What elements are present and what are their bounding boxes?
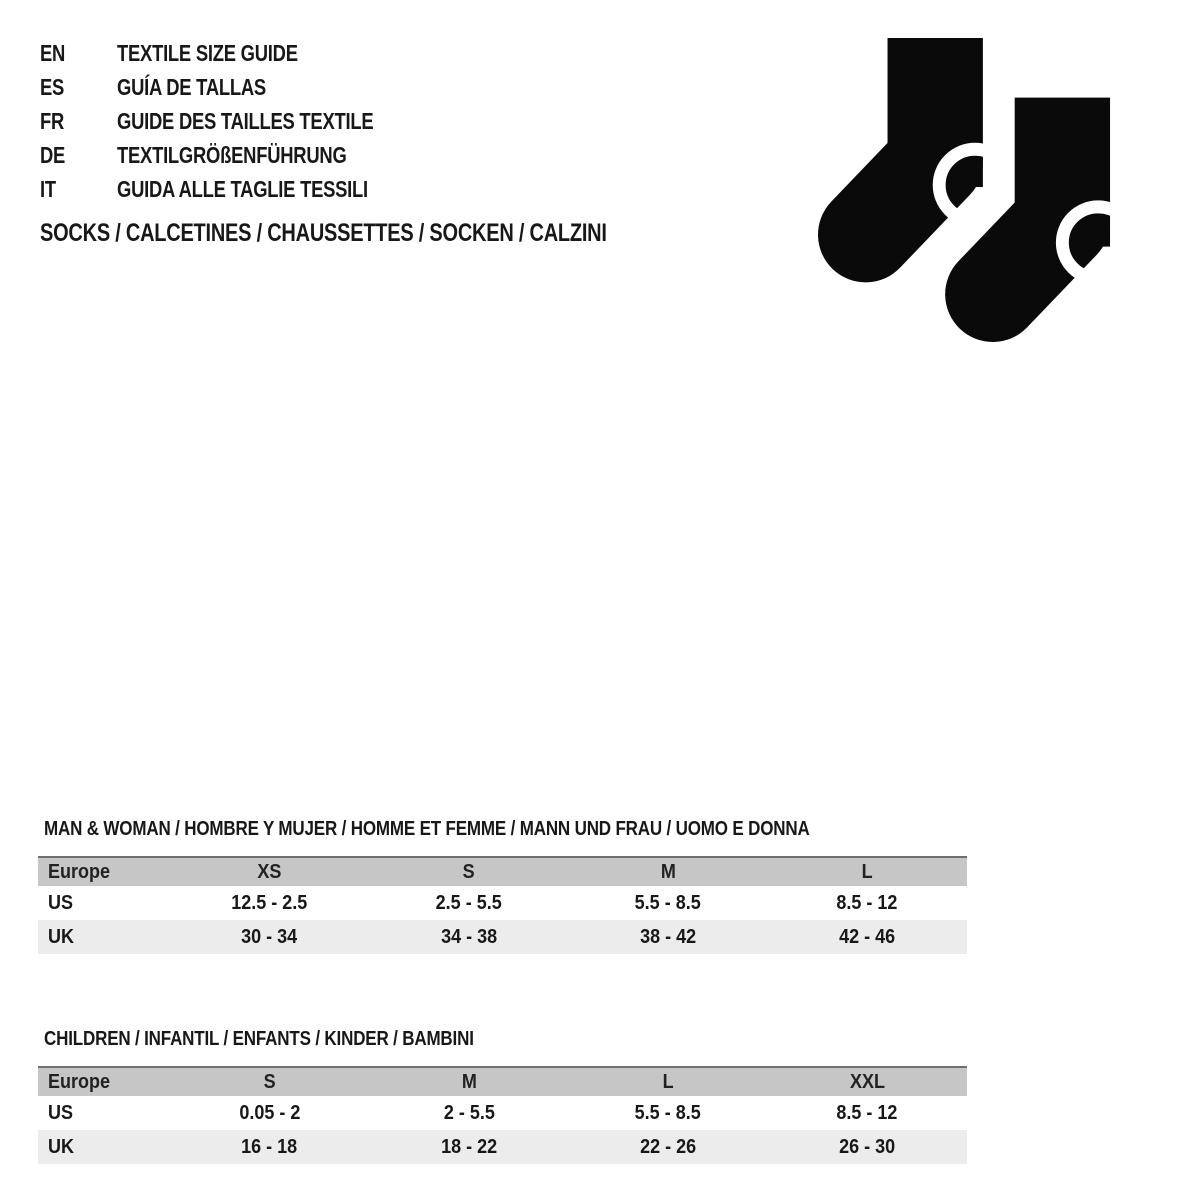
size-range: 2.5 - 5.5 <box>435 891 502 914</box>
region-label: UK <box>48 925 75 948</box>
guide-title: TEXTILE SIZE GUIDE <box>117 39 298 66</box>
column-header: L <box>662 1070 674 1093</box>
language-code: EN <box>40 39 66 66</box>
region-label: US <box>48 891 74 914</box>
guide-title: GUIDA ALLE TAGLIE TESSILI <box>117 175 368 202</box>
table-row <box>38 1096 967 1130</box>
language-row <box>40 70 438 104</box>
language-code: FR <box>40 107 65 134</box>
table-row <box>38 920 967 954</box>
size-range: 16 - 18 <box>241 1135 298 1158</box>
guide-title: GUIDE DES TAILLES TEXTILE <box>117 107 374 134</box>
language-row <box>40 172 438 206</box>
language-code: ES <box>40 73 65 100</box>
column-header: Europe <box>48 1070 111 1093</box>
column-header: S <box>462 860 475 883</box>
socks-icon-svg <box>818 28 1116 346</box>
right-sock <box>993 98 1116 295</box>
product-category-line: SOCKS / CALCETINES / CHAUSSETTES / SOCKEN / CALZINI <box>40 218 607 247</box>
guide-title: TEXTILGRÖßENFÜHRUNG <box>117 141 347 168</box>
column-header: Europe <box>48 860 111 883</box>
size-range: 8.5 - 12 <box>836 1101 898 1124</box>
size-range: 5.5 - 8.5 <box>635 891 702 914</box>
size-range: 22 - 26 <box>640 1135 697 1158</box>
size-range: 18 - 22 <box>440 1135 497 1158</box>
column-header: XS <box>257 860 282 883</box>
region-label: US <box>48 1101 74 1124</box>
table-header-row <box>38 1066 967 1096</box>
socks-icon <box>818 28 1116 346</box>
size-range: 26 - 30 <box>839 1135 896 1158</box>
left-sock <box>866 38 1011 235</box>
size-range: 8.5 - 12 <box>836 891 898 914</box>
language-code: DE <box>40 141 66 168</box>
language-row <box>40 104 438 138</box>
column-header: L <box>861 860 873 883</box>
guide-title: GUÍA DE TALLAS <box>117 73 266 100</box>
language-code: IT <box>40 175 56 202</box>
column-header: M <box>461 1070 477 1093</box>
size-range: 38 - 42 <box>640 925 697 948</box>
size-range: 30 - 34 <box>241 925 298 948</box>
language-row <box>40 138 438 172</box>
man-woman-size-table <box>38 856 967 954</box>
children-size-table <box>38 1066 967 1164</box>
size-range: 5.5 - 8.5 <box>635 1101 702 1124</box>
language-title-list <box>40 36 438 206</box>
column-header: S <box>263 1070 276 1093</box>
size-range: 42 - 46 <box>839 925 896 948</box>
column-header: M <box>660 860 676 883</box>
size-range: 2 - 5.5 <box>443 1101 495 1124</box>
man-woman-table-title: MAN & WOMAN / HOMBRE Y MUJER / HOMME ET FEMME / MANN UND FRAU / UOMO E DONNA <box>44 817 810 840</box>
table-header-row <box>38 856 967 886</box>
children-table-title: CHILDREN / INFANTIL / ENFANTS / KINDER / BAMBINI <box>44 1027 474 1050</box>
size-range: 12.5 - 2.5 <box>231 891 308 914</box>
table-row <box>38 886 967 920</box>
table-row <box>38 1130 967 1164</box>
column-header: XXL <box>849 1070 885 1093</box>
region-label: UK <box>48 1135 75 1158</box>
size-range: 0.05 - 2 <box>239 1101 301 1124</box>
language-row <box>40 36 438 70</box>
size-range: 34 - 38 <box>440 925 497 948</box>
